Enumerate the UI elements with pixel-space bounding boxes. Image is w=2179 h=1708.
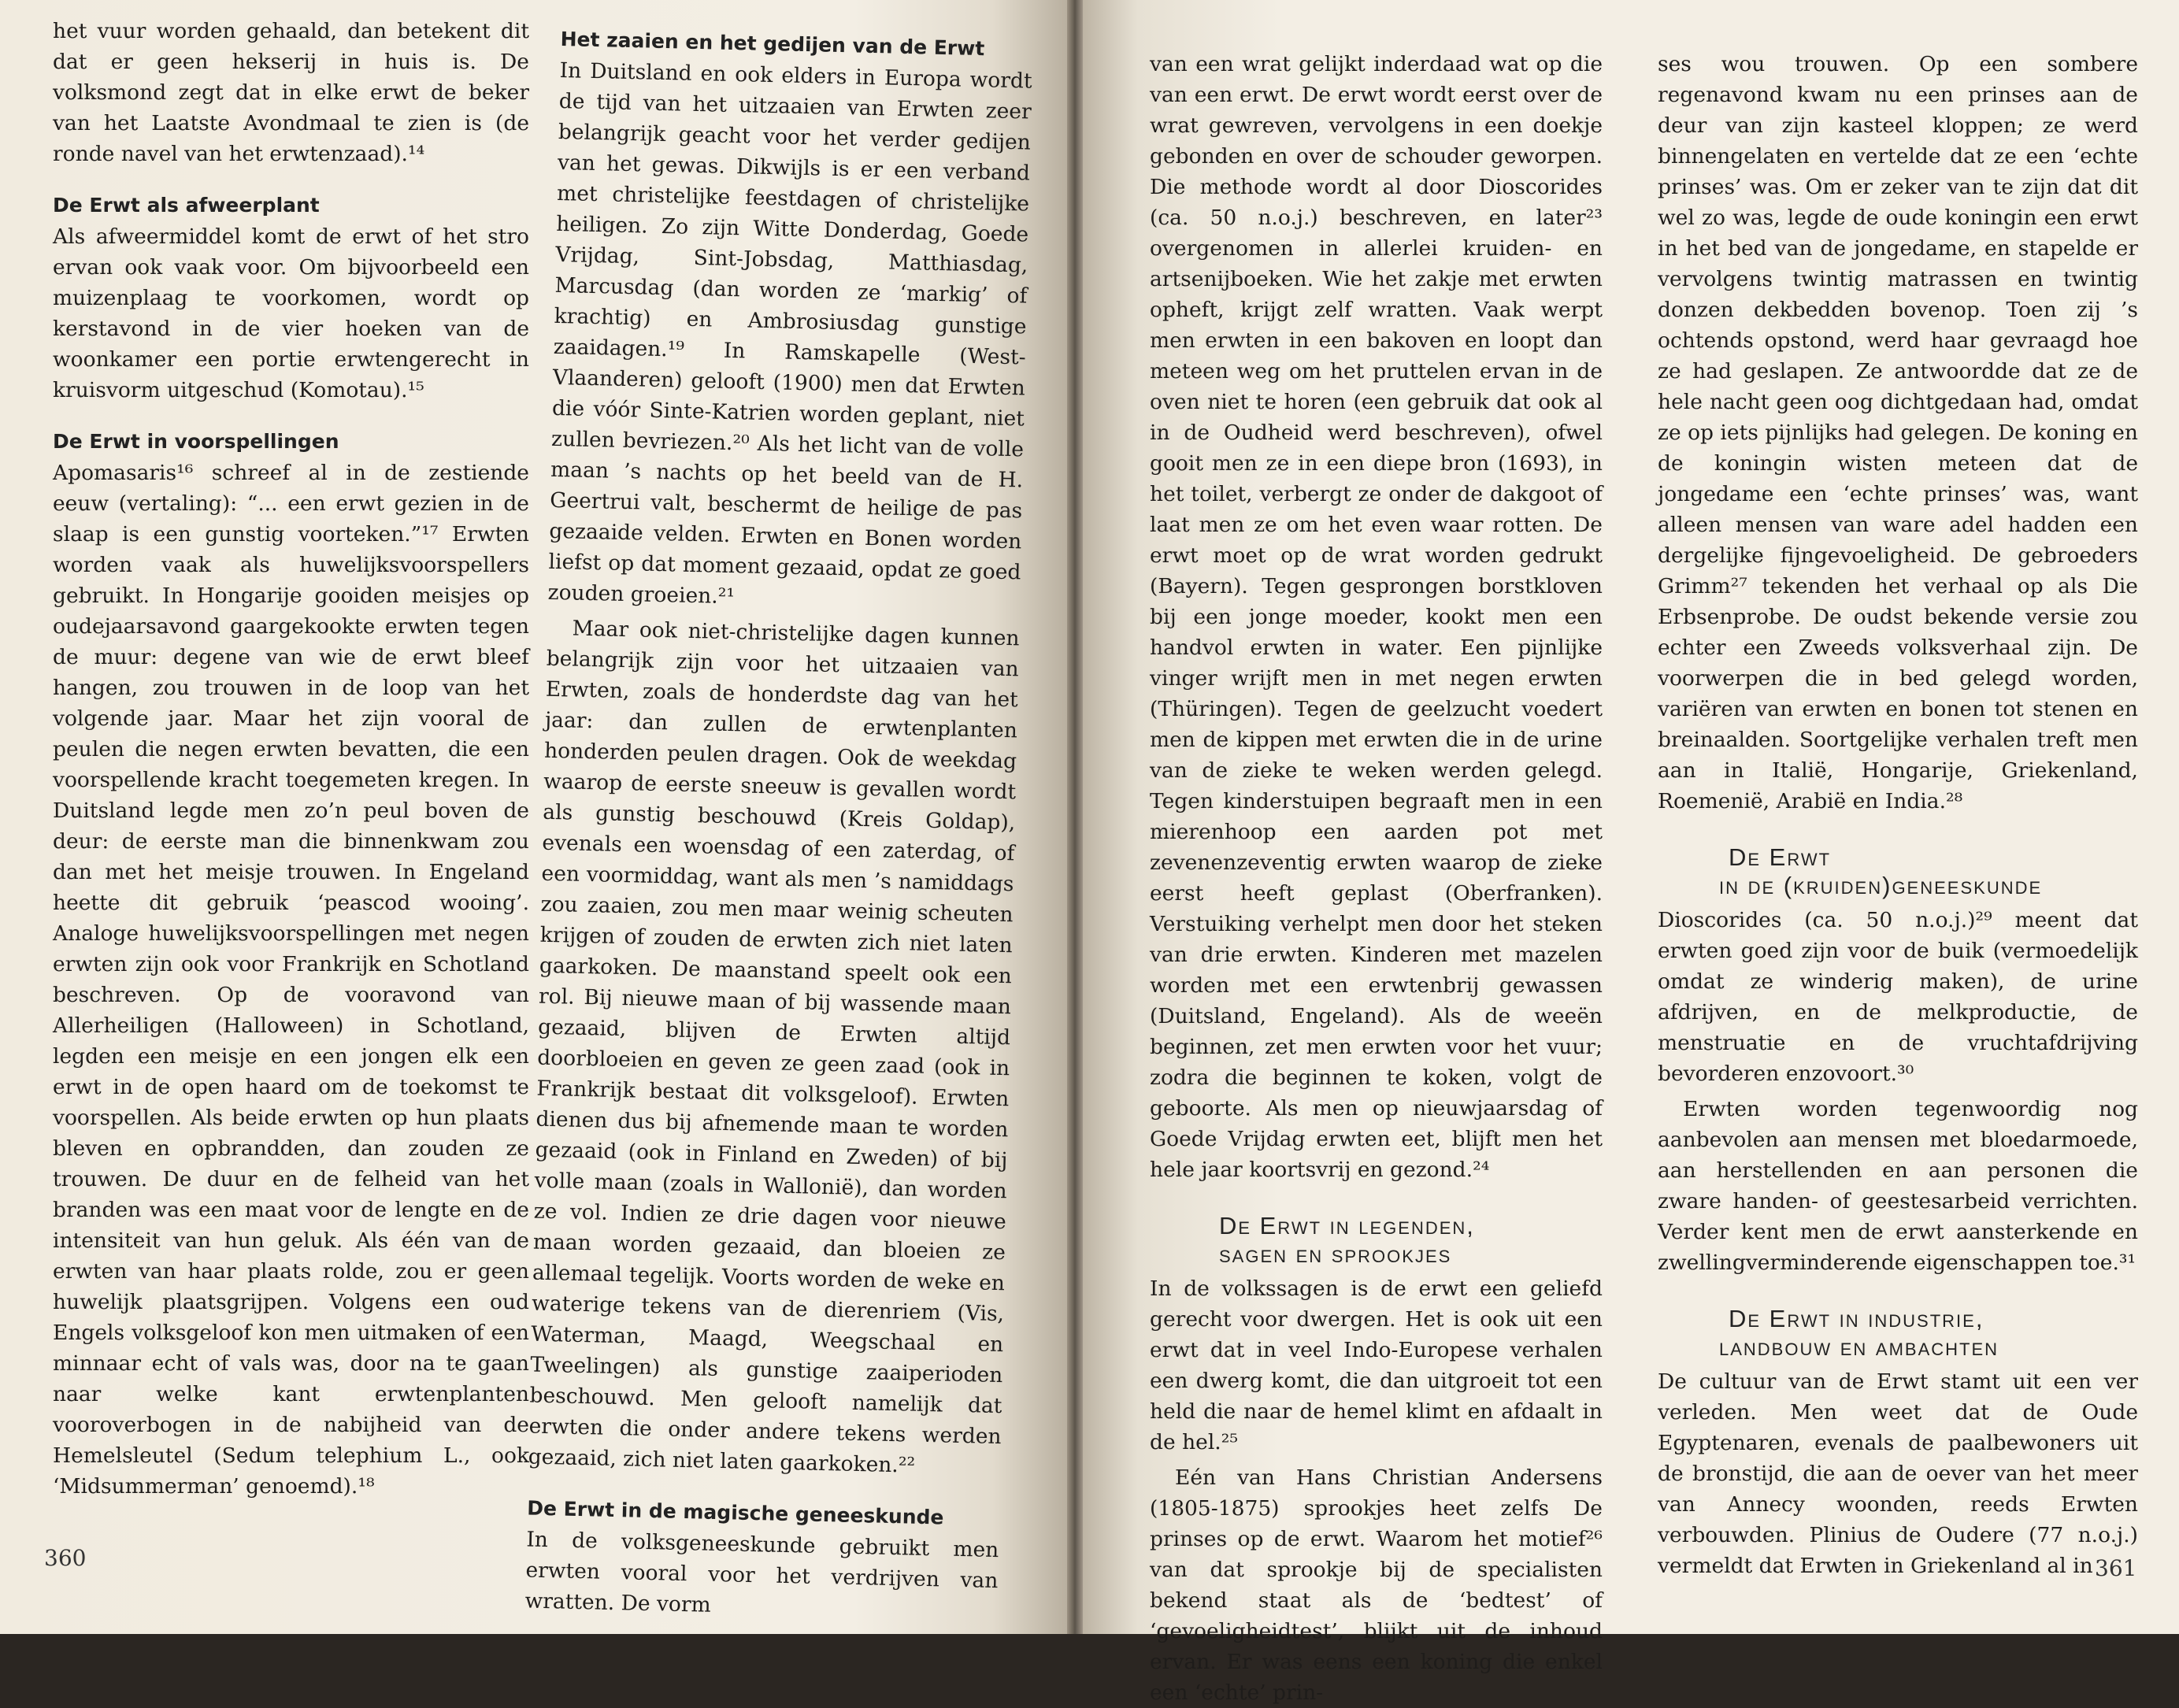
paragraph-industrie: De cultuur van de Erwt stamt uit een ver verleden. Men weet dat de Oude Egyptenaren, evenals de paalbewoners uit de bronstijd, die aan de oever van het meer van Annecy woonden, reeds Erwten verbouwden. Plinius de Oudere (77 n.o.j.) vermeldt dat Erwten in Griekenland al in bbox=[1658, 1369, 2138, 1578]
paragraph-prinses: ses wou trouwen. Op een sombere regenavond kwam nu een prinses aan de deur van zijn kasteel kloppen; ze werd binnengelaten en vertelde dat ze een ‘echte prinses’ was. Om er zeker van te zijn dat dit wel zo was, legde de oude koningin een erwt in het bed van de jongedame, en stapelde er vervolgens twintig matrassen en twintig donzen dekbedden bovenop. Toen zij ’s ochtends opstond, werd haar gevraagd hoe ze had geslapen. Ze antwoordde dat ze de hele nacht geen oog dichtgedaan had, omdat ze op iets pijnlijks had gelegen. De koning en de koningin wisten meteen dat de jongedame een ‘echte prinses’ was, want alleen mensen van ware adel hadden een dergelijke fijngevoeligheid. De gebroeders Grimm²⁷ tekenden het verhaal op als Die Erbsenprobe. De oudst bekende versie zou echter een Zweeds volksverhaal zijn. De voorwerpen die in bed gelegd worden, variëren van erwten en bonen tot stenen en breinaalden. Soortgelijke verhalen treft men aan in Italië, Hongarije, Griekenland, Roemenië, Arabië en India.²⁸ bbox=[1658, 52, 2138, 813]
heading-geneeskunde-line-2: in de (kruiden)geneeskunde bbox=[1719, 872, 2043, 899]
right-page bbox=[1083, 0, 2179, 1705]
book-gutter bbox=[1067, 0, 1083, 1634]
paragraph-intro: het vuur worden gehaald, dan betekent dit dat er geen hekserij in huis is. De volksmond zegt dat in elke erwt de beker van het Laatste Avondmaal te zien is (de ronde navel van het erwtenzaad).¹⁴ bbox=[53, 19, 529, 166]
heading-afweerplant: De Erwt als afweerplant bbox=[53, 194, 320, 217]
heading-voorspellingen: De Erwt in voorspellingen bbox=[53, 430, 339, 453]
paragraph-geneeskunde-2: Erwten worden tegenwoordig nog aanbevolen aan mensen met bloedarmoede, aan herstellenden en aan personen die zware handen- of geestesarbeid verrichten. Verder kent men de erwt aansterkende en zwellingverminderende eigenschappen toe.³¹ bbox=[1658, 1097, 2138, 1275]
paragraph-legenden: In de volkssagen is de erwt een geliefd gerecht voor dwergen. Het is ook uit een erwt dat in veel Indo-Europese verhalen een dwerg komt, die dan uitgroeit tot een held die naar de hemel klimt en afdaalt in de hel.²⁵ bbox=[1150, 1276, 1603, 1454]
paragraph-niet-christelijk: Maar ook niet-christelijke dagen kunnen belangrijk zijn voor het uitzaaien van Erwten, zoals de honderdste dag van het jaar: dan zullen de erwtenplanten honderden peulen dragen. Ook de weekdag waarop de eerste sneeuw is gevallen wordt als gunstig beschouwd (Kreis Goldap), evenals een woensdag of een zaterdag, of een voormiddag, want als men ’s namiddags zou zaaien, zou men maar weinig scheuten krijgen of zouden de erwten zich niet laten gaarkoken. De maanstand speelt ook een rol. Bij nieuwe maan of bij wassende maan gezaaid, blijven de Erwten altijd doorbloeien en geven ze geen zaad (ook in Frankrijk bestaat dit volksgeloof). Erwten dienen dus bij afnemende maan te worden gezaaid (ook in Finland en Zweden) of bij volle maan (zoals in Wallonië), dan worden ze vol. Indien ze drie dagen voor nieuwe maan worden gezaaid, dan bloeien ze allemaal tegelijk. Voorts worden de weke en waterige tekens van de dierenriem (Vis, Waterman, Maagd, Weegschaal en Tweelingen) als gunstige zaaiperioden beschouwd. Men gelooft namelijk dat erwten die onder andere tekens werden gezaaid, zich niet laten gaarkoken.²² bbox=[528, 616, 1020, 1478]
heading-legenden-line-2: sagen en sprookjes bbox=[1219, 1240, 1452, 1268]
left-page-column-1 bbox=[53, 16, 529, 1502]
paragraph-voorspellingen: Apomasaris¹⁶ schreef al in de zestiende eeuw (vertaling): “... een erwt gezien in de slaap is een gunstig voorteken.”¹⁷ Erwten worden vaak als huwelijksvoorspellers gebruikt. In Hongarije gooiden meisjes op oudejaarsavond gaargekookte erwten tegen de muur: degene van wie de erwt bleef hangen, zou trouwen in de loop van het volgende jaar. Maar het zijn vooral de peulen die negen erwten bevatten, die een voorspellende kracht toegemeten kregen. In Duitsland legde men zo’n peul boven de deur: de eerste man die binnenkwam zou dan met het meisje trouwen. In Engeland heette dit gebruik ‘peascod wooing’. Analoge huwelijksvoorspellingen met negen erwten zijn ook voor Frankrijk en Schotland beschreven. Op de vooravond van Allerheiligen (Halloween) in Schotland, legden een meisje en een jongen elk een erwt in de open haard om de toekomst te voorspellen. Als beide erwten op hun plaats bleven en opbrandden, dan zouden ze trouwen. De duur en de felheid van het branden was een maat voor de lengte en de intensiteit van hun geluk. Als één van de erwten van haar plaats rolde, zou er geen huwelijk plaatsgrijpen. Volgens een oud Engels volksgeloof kon men uitmaken of een minnaar echt of vals was, door na te gaan naar welke kant erwtenplanten vooroverbogen in de nabijheid van de Hemelsleutel (Sedum telephium L., ook ‘Midsummerman’ genoemd).¹⁸ bbox=[53, 461, 529, 1499]
paragraph-geneeskunde: Dioscorides (ca. 50 n.o.j.)²⁹ meent dat erwten goed zijn voor de buik (vermoedelijk omdat ze winderig maken), de urine afdrijven, en de melkproductie, de menstruatie en de vruchtafdrijving bevorderen enzovoort.³⁰ bbox=[1658, 908, 2138, 1086]
heading-zaaien: Het zaaien en het gedijen van de Erwt bbox=[560, 27, 985, 61]
paragraph-magische-geneeskunde: In de volksgeneeskunde gebruikt men erwten vooral voor het verdrijven van wratten. De vorm bbox=[524, 1527, 999, 1617]
heading-legenden-line-1: De Erwt in legenden, bbox=[1219, 1212, 1475, 1239]
heading-legenden bbox=[1150, 1212, 1603, 1269]
heading-magische-geneeskunde: De Erwt in de magische geneeskunde bbox=[526, 1496, 944, 1529]
heading-industrie-line-2: landbouw en ambachten bbox=[1719, 1333, 1999, 1361]
paragraph-zaaien: In Duitsland en ook elders in Europa wordt de tijd van het uitzaaien van Erwten zeer belangrijk geacht voor het verder gedijen van het gewas. Dikwijls is er een verband met christelijke feestdagen of christelijke heiligen. Zo zijn Witte Donderdag, Goede Vrijdag, Sint-Jobsdag, Matthiasdag, Marcusdag (dan worden ze ‘markig’ of krachtig) en Ambrosiusdag gunstige zaaidagen.¹⁹ In Ramskapelle (West-Vlaanderen) gelooft (1900) men dat Erwten die vóór Sinte-Katrien worden geplant, niet zullen bevriezen.²⁰ Als het licht van de volle maan ’s nachts op het beeld van de H. Geertrui valt, beschermt de heilige de pas gezaaide velden. Erwten en Bonen worden liefst op dat moment gezaaid, opdat ze goed zouden groeien.²¹ bbox=[547, 57, 1032, 609]
left-page-column-2 bbox=[524, 27, 1033, 1627]
page-number-left: 360 bbox=[44, 1545, 87, 1571]
heading-industrie-line-1: De Erwt in industrie, bbox=[1729, 1305, 1984, 1332]
left-page bbox=[0, 0, 1067, 1634]
right-page-column-2 bbox=[1658, 49, 2138, 1581]
heading-geneeskunde-line-1: De Erwt bbox=[1729, 843, 1832, 871]
paragraph-wratten: van een wrat gelijkt inderdaad wat op die van een erwt. De erwt wordt eerst over de wrat gewreven, vervolgens in een doekje gebonden en over de schouder geworpen. Die methode wordt al door Dioscorides (ca. 50 n.o.j.) beschreven, en later²³ overgenomen in allerlei kruiden- en artsenijboeken. Wie het zakje met erwten opheft, krijgt zelf wratten. Vaak werpt men erwten in een bakoven en loopt dan meteen weg om het pruttelen ervan in de oven niet te horen (een gebruik dat ook al in de Oudheid werd beschreven), ofwel gooit men ze in een diepe bron (1693), in het toilet, verbergt ze onder de dakgoot of laat men ze om het even waar rotten. De erwt moet op de wrat worden gedrukt (Bayern). Tegen gesprongen borstkloven bij een jonge moeder, kookt men een handvol erwten in water. Een pijnlijke vinger wrijft men in met negen erwten (Thüringen). Tegen de geelzucht voedert men de kippen met erwten die in de urine van de zieke te weken werden gelegd. Tegen kinderstuipen begraaft men in een mierenhoop een aarden pot met zevenenzeventig erwten waarop de zieke eerst heeft geplast (Oberfranken). Verstuiking verhelpt men door het steken van drie erwten. Kinderen met mazelen worden met een erwtenbrij gewassen (Duitsland, Engeland). Als de weeën beginnen, zet men erwten voor het vuur; zodra die beginnen te koken, volgt de geboorte. Als men op nieuwjaarsdag of Goede Vrijdag erwten eet, blijft men het hele jaar koortsvrij en gezond.²⁴ bbox=[1150, 52, 1603, 1182]
page-number-right: 361 bbox=[2095, 1555, 2137, 1581]
paragraph-andersen: Eén van Hans Christian Andersens (1805-1875) sprookjes heet zelfs De prinses op de erwt. Waarom het motief²⁶ van dat sprookje bij de specialisten bekend staat als de ‘bedtest’ of ‘gevoeligheidtest’, blijkt uit de inhoud ervan. Er was eens een koning die enkel een ‘echte’ prin- bbox=[1150, 1465, 1603, 1705]
heading-industrie bbox=[1658, 1305, 2138, 1362]
right-page-column-1 bbox=[1150, 49, 1603, 1708]
paragraph-afweerplant: Als afweermiddel komt de erwt of het stro ervan ook vaak voor. Om bijvoorbeeld een muizenplaag te voorkomen, wordt op kerstavond in de vier hoeken van de woonkamer een portie erwtengerecht in kruisvorm uitgeschud (Komotau).¹⁵ bbox=[53, 224, 529, 402]
heading-geneeskunde bbox=[1658, 843, 2138, 900]
